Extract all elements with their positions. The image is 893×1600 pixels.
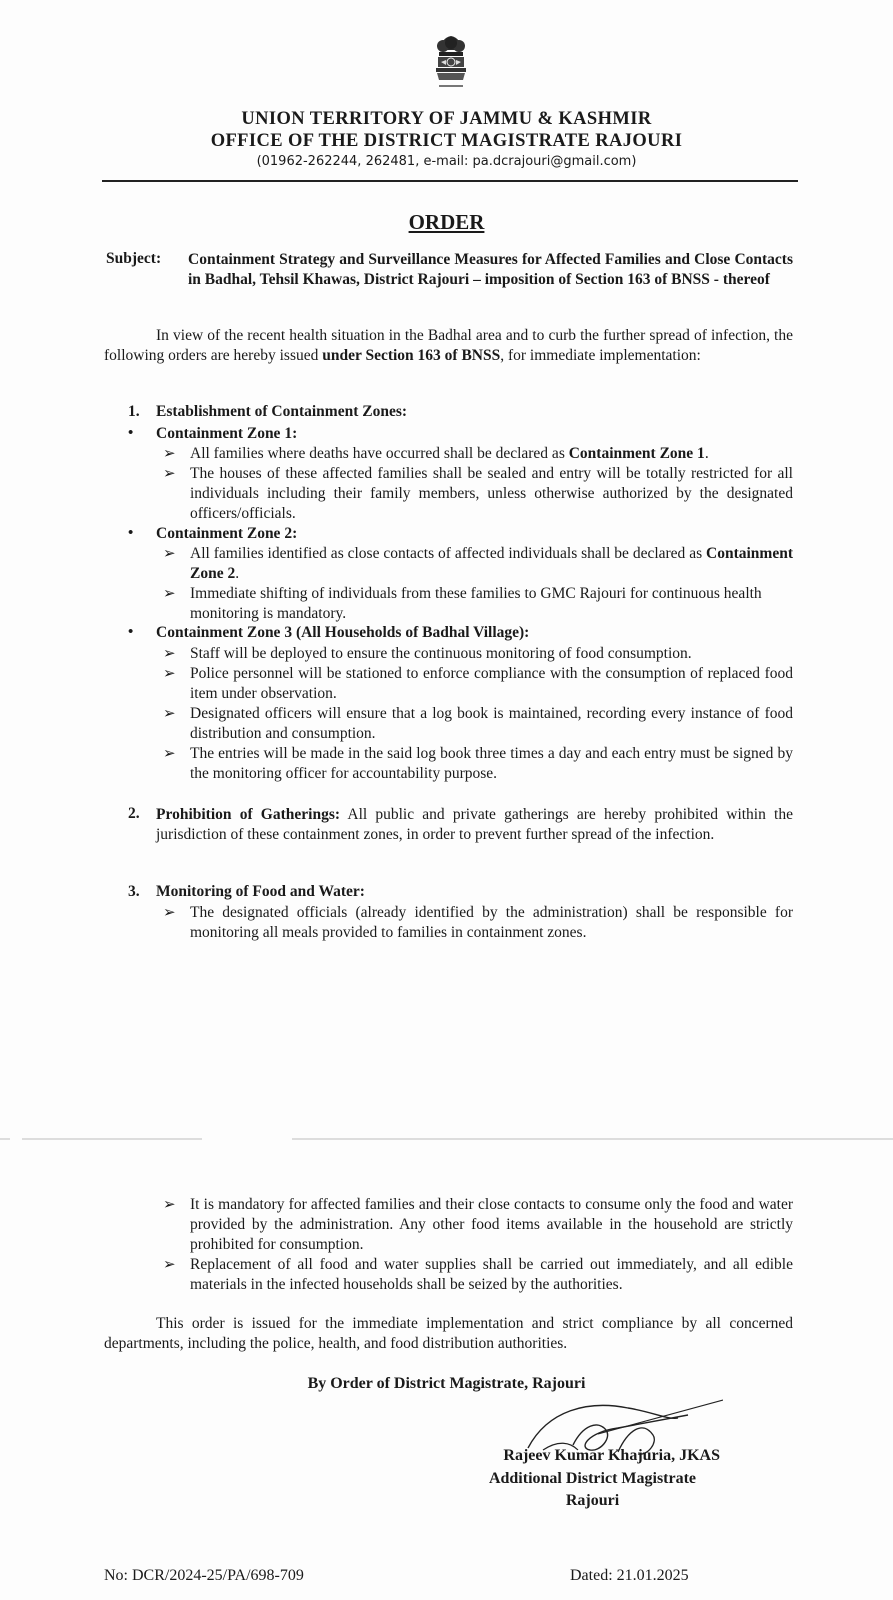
signatory-name: Rajeev Kumar Khajuria, JKAS bbox=[503, 1447, 720, 1464]
zone3-item3: Designated officers will ensure that a log book is maintained, recording every instance of food distribution and consumption. bbox=[190, 705, 793, 742]
arrow-bullet-icon: ➢ bbox=[163, 1195, 176, 1213]
zone1-heading: Containment Zone 1: bbox=[156, 425, 298, 442]
bullet-icon: • bbox=[128, 525, 134, 541]
zone3-item2: Police personnel will be stationed to enforce compliance with the consumption of replaced food item under observation. bbox=[190, 665, 793, 702]
section1-number: 1. bbox=[128, 403, 140, 420]
arrow-bullet-icon: ➢ bbox=[163, 704, 176, 722]
header-contact: (01962-262244, 262481, e-mail: pa.dcrajouri@gmail.com) bbox=[256, 154, 637, 169]
section3-item2: It is mandatory for affected families and their close contacts to consume only the food and water provided by the administration. Any other food items available in the household are strictly prohibited for consumption. bbox=[190, 1196, 793, 1253]
arrow-bullet-icon: ➢ bbox=[163, 744, 176, 762]
order-date: Dated: 21.01.2025 bbox=[570, 1567, 689, 1584]
intro-paragraph: In view of the recent health situation in the Badhal area and to curb the further spread of infection, the following orders are hereby issued under Section 163 of BNSS, for immediate implementation: bbox=[104, 327, 793, 364]
signatory-title: Additional District Magistrate bbox=[488, 1470, 697, 1487]
zone2-item1: All families identified as close contacts of affected individuals shall be declared as Containment Zone 2. bbox=[190, 545, 793, 582]
zone1-item1: All families where deaths have occurred shall be declared as Containment Zone 1. bbox=[190, 445, 709, 462]
page-break-line bbox=[22, 1138, 202, 1140]
subject-label: Subject: bbox=[106, 250, 162, 267]
zone3-heading: Containment Zone 3 (All Households of Badhal Village): bbox=[156, 624, 530, 641]
page-title: ORDER bbox=[408, 210, 485, 234]
bullet-icon: • bbox=[128, 425, 134, 441]
arrow-bullet-icon: ➢ bbox=[163, 444, 176, 462]
page-break-line bbox=[292, 1138, 893, 1140]
arrow-bullet-icon: ➢ bbox=[163, 584, 176, 602]
order-number: No: DCR/2024-25/PA/698-709 bbox=[104, 1567, 304, 1584]
subject-text: Containment Strategy and Surveillance Measures for Affected Families and Close Contacts in Badhal, Tehsil Khawas, District Rajouri – imposition of Section 163 of BNSS - thereof bbox=[188, 251, 793, 288]
zone3-item4: The entries will be made in the said log book three times a day and each entry must be signed by the monitoring officer for accountability purpose. bbox=[190, 745, 793, 782]
section3-item3: Replacement of all food and water supplies shall be carried out immediately, and all edible materials in the infected households shall be seized by the authorities. bbox=[190, 1256, 793, 1293]
section3-item1: The designated officials (already identified by the administration) shall be responsible for monitoring all meals provided to families in containment zones. bbox=[190, 904, 793, 941]
page-break-line bbox=[0, 1138, 10, 1140]
section3-number: 3. bbox=[128, 883, 140, 900]
arrow-bullet-icon: ➢ bbox=[163, 1255, 176, 1273]
arrow-bullet-icon: ➢ bbox=[163, 544, 176, 562]
section2-number: 2. bbox=[128, 805, 140, 822]
section1-heading: Establishment of Containment Zones: bbox=[156, 403, 408, 420]
header-divider bbox=[102, 180, 798, 182]
arrow-bullet-icon: ➢ bbox=[163, 464, 176, 482]
section2-paragraph: Prohibition of Gatherings: All public and private gatherings are hereby prohibited within the jurisdiction of these containment zones, in order to prevent further spread of the infection. bbox=[156, 806, 793, 843]
state-emblem-icon bbox=[427, 30, 475, 94]
section3-heading: Monitoring of Food and Water: bbox=[156, 883, 365, 900]
header-territory: UNION TERRITORY OF JAMMU & KASHMIR bbox=[241, 109, 652, 129]
arrow-bullet-icon: ➢ bbox=[163, 644, 176, 662]
header-office: OFFICE OF THE DISTRICT MAGISTRATE RAJOURI bbox=[210, 131, 683, 151]
signatory-place: Rajouri bbox=[565, 1492, 620, 1509]
by-order-line: By Order of District Magistrate, Rajouri bbox=[307, 1375, 586, 1392]
arrow-bullet-icon: ➢ bbox=[163, 664, 176, 682]
zone1-item2: The houses of these affected families shall be sealed and entry will be totally restricted for all individuals including their family members, unless otherwise authorized by the designated officers/officials. bbox=[190, 465, 793, 522]
zone2-heading: Containment Zone 2: bbox=[156, 525, 298, 542]
bullet-icon: • bbox=[128, 624, 134, 640]
arrow-bullet-icon: ➢ bbox=[163, 903, 176, 921]
zone3-item1: Staff will be deployed to ensure the continuous monitoring of food consumption. bbox=[190, 645, 692, 662]
zone2-item2: Immediate shifting of individuals from these families to GMC Rajouri for continuous health monitoring is mandatory. bbox=[190, 585, 762, 622]
closing-paragraph: This order is issued for the immediate implementation and strict compliance by all concerned departments, including the police, health, and food distribution authorities. bbox=[104, 1315, 793, 1352]
